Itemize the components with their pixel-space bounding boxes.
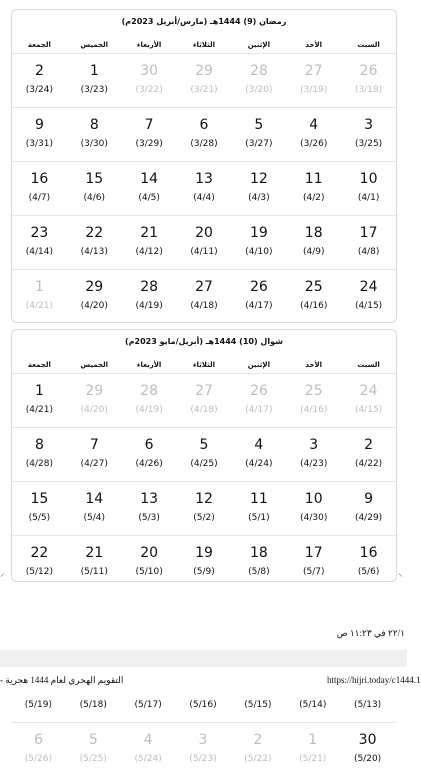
hijri-day-number: 5 (254, 117, 264, 133)
calendar-day-cell[interactable] (231, 374, 286, 427)
gregorian-date: (3/24) (25, 85, 54, 95)
print-page-title: التقويم الهجري لعام 1444 هجرية - (0, 675, 124, 685)
gregorian-date: (4/18) (190, 301, 218, 311)
hijri-day-number: 24 (359, 383, 378, 399)
calendar-day-cell[interactable] (230, 723, 285, 776)
calendar-week-row (12, 374, 396, 428)
gregorian-date: (5/18) (79, 700, 107, 710)
calendar-day-cell[interactable] (177, 108, 232, 161)
calendar-week-row (12, 270, 396, 323)
hijri-day-number: 11 (304, 171, 323, 187)
calendar-day-cell[interactable] (231, 54, 286, 107)
calendar-day-cell[interactable] (67, 108, 122, 161)
calendar-day-cell[interactable] (12, 216, 67, 269)
gregorian-date: (4/13) (80, 247, 108, 257)
hijri-day-number: 12 (195, 491, 213, 507)
gregorian-date: (5/22) (244, 754, 272, 764)
gregorian-date: (5/19) (24, 700, 53, 710)
gregorian-date: (5/16) (189, 700, 217, 710)
calendar-week-row (11, 688, 395, 723)
hijri-day-number: 21 (140, 225, 159, 241)
hijri-day-number: 25 (304, 279, 323, 295)
gregorian-date: (4/6) (83, 193, 106, 203)
calendar-day-cell[interactable] (11, 723, 66, 776)
gregorian-date: (3/19) (300, 85, 328, 95)
gregorian-date: (5/9) (193, 567, 215, 577)
gregorian-date: (4/21) (25, 405, 54, 415)
weekday-sat: السبت (357, 41, 380, 49)
calendar-day-cell[interactable] (341, 482, 396, 535)
calendar-week-row (12, 428, 396, 482)
hijri-day-number: 1 (308, 732, 318, 748)
calendar-day-cell[interactable] (340, 688, 395, 722)
hijri-day-number: 22 (85, 225, 104, 241)
hijri-day-number: 4 (254, 437, 264, 453)
calendar-day-cell[interactable] (341, 108, 396, 161)
calendar-day-cell[interactable] (231, 108, 286, 161)
gregorian-date: (3/26) (300, 139, 328, 149)
gregorian-date: (4/29) (354, 513, 383, 523)
gregorian-date: (4/17) (245, 301, 273, 311)
gregorian-date: (4/19) (135, 301, 163, 311)
hijri-day-number: 3 (364, 117, 374, 133)
calendar-day-cell[interactable] (122, 54, 177, 107)
gregorian-date: (5/7) (302, 567, 325, 577)
hijri-day-number: 14 (140, 171, 159, 187)
hijri-day-number: 5 (88, 732, 98, 748)
print-url: https://hijri.today/c1444.1 (327, 675, 421, 685)
hijri-day-number: 28 (140, 279, 159, 295)
hijri-day-number: 20 (195, 225, 213, 241)
weekday-sun: الأحد (305, 361, 323, 369)
hijri-day-number: 24 (359, 279, 378, 295)
calendar-day-cell[interactable] (286, 482, 341, 535)
hijri-day-number: 27 (195, 279, 213, 295)
calendar-day-cell[interactable] (341, 216, 396, 269)
ramadan-weekday-header (12, 37, 396, 54)
hijri-day-number: 18 (249, 545, 268, 561)
hijri-day-number: 23 (30, 225, 49, 241)
calendar-day-cell[interactable] (176, 688, 231, 722)
gregorian-date: (4/21) (25, 301, 54, 311)
weekday-mon: الإثنين (247, 361, 270, 369)
calendar-day-cell[interactable] (67, 482, 122, 535)
calendar-day-cell[interactable] (67, 536, 122, 589)
gregorian-date: (4/14) (25, 247, 54, 257)
hijri-day-number: 27 (195, 383, 213, 399)
gregorian-date: (3/31) (25, 139, 54, 149)
gregorian-date: (5/8) (248, 567, 270, 577)
hijri-day-number: 2 (253, 732, 263, 748)
hijri-day-number: 27 (304, 63, 323, 79)
hijri-day-number: 6 (144, 437, 154, 453)
calendar-day-cell[interactable] (122, 428, 177, 481)
weekday-thu: الخميس (80, 41, 109, 49)
gregorian-date: (5/17) (134, 700, 162, 710)
calendar-day-cell[interactable] (177, 270, 232, 323)
calendar-day-cell[interactable] (340, 723, 395, 776)
hijri-day-number: 19 (249, 225, 268, 241)
gregorian-date: (4/15) (354, 405, 383, 415)
calendar-week-row (12, 54, 396, 108)
calendar-day-cell[interactable] (67, 374, 122, 427)
calendar-day-cell[interactable] (231, 270, 286, 323)
hijri-day-number: 16 (30, 171, 49, 187)
gregorian-date: (4/15) (354, 301, 383, 311)
hijri-day-number: 3 (309, 437, 319, 453)
calendar-day-cell[interactable] (231, 162, 286, 215)
gregorian-date: (5/15) (244, 700, 272, 710)
weekday-sat: السبت (357, 361, 380, 369)
calendar-week-row (12, 108, 396, 162)
hijri-day-number: 8 (89, 117, 99, 133)
calendar-day-cell[interactable] (67, 428, 122, 481)
calendar-day-cell[interactable] (121, 723, 176, 776)
gregorian-date: (3/29) (135, 139, 163, 149)
calendar-day-cell[interactable] (341, 536, 396, 589)
gregorian-date: (5/24) (134, 754, 162, 764)
hijri-day-number: 10 (359, 171, 378, 187)
hijri-day-number: 1 (34, 383, 44, 399)
calendar-day-cell[interactable] (122, 162, 177, 215)
hijri-day-number: 9 (34, 117, 44, 133)
calendar-day-cell[interactable] (122, 374, 177, 427)
calendar-day-cell[interactable] (231, 482, 286, 535)
hijri-day-number: 11 (249, 491, 268, 507)
hijri-day-number: 26 (359, 63, 378, 79)
gregorian-date: (5/6) (357, 567, 380, 577)
calendar-day-cell[interactable] (67, 270, 122, 323)
calendar-day-cell[interactable] (67, 54, 122, 107)
shawwal-title: شوال (10) 1444هـ (أبريل/مايو 2023م) (125, 337, 283, 346)
ramadan-grid (12, 54, 396, 323)
calendar-day-cell[interactable] (67, 216, 122, 269)
calendar-day-cell[interactable] (12, 428, 67, 481)
calendar-day-cell[interactable] (12, 54, 67, 107)
calendar-day-cell[interactable] (341, 374, 396, 427)
gregorian-date: (4/22) (354, 459, 383, 469)
calendar-day-cell[interactable] (12, 374, 67, 427)
gregorian-date: (5/3) (138, 513, 160, 523)
gregorian-date: (5/23) (189, 754, 217, 764)
hijri-day-number: 13 (195, 171, 213, 187)
gregorian-date: (5/13) (353, 700, 382, 710)
calendar-day-cell[interactable] (286, 108, 341, 161)
gregorian-date: (4/16) (300, 405, 328, 415)
gregorian-date: (4/25) (190, 459, 218, 469)
calendar-day-cell[interactable] (12, 536, 67, 589)
calendar-day-cell[interactable] (176, 723, 231, 776)
gregorian-date: (3/28) (190, 139, 218, 149)
gregorian-date: (4/16) (300, 301, 328, 311)
calendar-day-cell[interactable] (122, 216, 177, 269)
gregorian-date: (4/26) (135, 459, 163, 469)
calendar-day-cell[interactable] (286, 536, 341, 589)
hijri-day-number: 29 (195, 63, 213, 79)
hijri-day-number: 15 (30, 491, 49, 507)
shawwal-grid-continued (11, 688, 395, 778)
gregorian-date: (4/20) (80, 405, 108, 415)
hijri-day-number: 1 (34, 279, 44, 295)
shawwal-weekday-header (12, 357, 396, 374)
hijri-day-number: 2 (34, 63, 44, 79)
gregorian-date: (4/18) (190, 405, 218, 415)
weekday-wed: الأربعاء (136, 41, 162, 49)
gregorian-date: (4/27) (80, 459, 108, 469)
hijri-day-number: 30 (140, 63, 159, 79)
gregorian-date: (5/26) (24, 754, 53, 764)
calendar-day-cell[interactable] (11, 688, 66, 722)
hijri-day-number: 25 (304, 383, 323, 399)
weekday-tue: الثلاثاء (192, 361, 216, 369)
hijri-day-number: 26 (249, 279, 268, 295)
weekday-fri: الجمعة (27, 41, 51, 49)
gregorian-date: (3/30) (80, 139, 108, 149)
hijri-day-number: 9 (364, 491, 374, 507)
crop-mark-left: ⸝ (0, 569, 5, 579)
hijri-day-number: 18 (304, 225, 323, 241)
hijri-day-number: 14 (85, 491, 104, 507)
print-datetime: ٢٢/١ في ١١:٢٣ ص (336, 628, 405, 638)
gregorian-date: (3/22) (135, 85, 163, 95)
calendar-day-cell[interactable] (177, 162, 232, 215)
gregorian-date: (3/23) (80, 85, 108, 95)
gregorian-date: (5/1) (248, 513, 270, 523)
hijri-day-number: 28 (249, 63, 268, 79)
hijri-day-number: 22 (30, 545, 49, 561)
hijri-day-number: 6 (199, 117, 209, 133)
gregorian-date: (4/8) (357, 247, 380, 257)
calendar-day-cell[interactable] (341, 54, 396, 107)
gregorian-date: (4/11) (190, 247, 218, 257)
gregorian-date: (3/18) (354, 85, 383, 95)
calendar-day-cell[interactable] (286, 270, 341, 323)
calendar-day-cell[interactable] (231, 428, 286, 481)
gregorian-date: (4/4) (193, 193, 215, 203)
hijri-day-number: 16 (359, 545, 378, 561)
calendar-day-cell[interactable] (177, 536, 232, 589)
hijri-day-number: 4 (309, 117, 319, 133)
gregorian-date: (5/21) (299, 754, 327, 764)
calendar-day-cell[interactable] (122, 108, 177, 161)
hijri-day-number: 17 (359, 225, 378, 241)
calendar-day-cell[interactable] (177, 374, 232, 427)
hijri-day-number: 7 (144, 117, 154, 133)
calendar-day-cell[interactable] (341, 428, 396, 481)
calendar-day-cell[interactable] (341, 270, 396, 323)
crop-mark-right: ⸜ (398, 569, 403, 579)
calendar-day-cell[interactable] (67, 162, 122, 215)
hijri-day-number: 13 (140, 491, 159, 507)
shawwal-grid (12, 374, 396, 589)
gregorian-date: (3/21) (190, 85, 218, 95)
gregorian-date: (5/5) (28, 513, 51, 523)
gregorian-date: (4/1) (357, 193, 380, 203)
weekday-wed: الأربعاء (136, 361, 162, 369)
hijri-day-number: 10 (304, 491, 323, 507)
gregorian-date: (4/12) (135, 247, 163, 257)
calendar-day-cell[interactable] (286, 162, 341, 215)
weekday-tue: الثلاثاء (192, 41, 216, 49)
hijri-day-number: 26 (249, 383, 268, 399)
hijri-day-number: 21 (85, 545, 104, 561)
hijri-day-number: 12 (249, 171, 268, 187)
calendar-day-cell[interactable] (286, 428, 341, 481)
hijri-day-number: 28 (140, 383, 159, 399)
calendar-day-cell[interactable] (231, 216, 286, 269)
gregorian-date: (3/20) (245, 85, 273, 95)
gregorian-date: (4/17) (245, 405, 273, 415)
calendar-day-cell[interactable] (177, 54, 232, 107)
calendar-day-cell[interactable] (122, 536, 177, 589)
hijri-day-number: 6 (33, 732, 43, 748)
calendar-day-cell[interactable] (286, 374, 341, 427)
hijri-day-number: 20 (140, 545, 159, 561)
calendar-day-cell[interactable] (177, 216, 232, 269)
gregorian-date: (4/24) (245, 459, 273, 469)
gregorian-date: (4/2) (302, 193, 325, 203)
calendar-week-row (11, 723, 395, 776)
calendar-day-cell[interactable] (177, 482, 232, 535)
gregorian-date: (5/4) (83, 513, 106, 523)
hijri-day-number: 17 (304, 545, 323, 561)
gregorian-date: (3/27) (245, 139, 273, 149)
calendar-day-cell[interactable] (12, 162, 67, 215)
gregorian-date: (5/12) (25, 567, 54, 577)
gregorian-date: (5/11) (80, 567, 108, 577)
calendar-day-cell[interactable] (12, 482, 67, 535)
hijri-day-number: 7 (89, 437, 99, 453)
calendar-day-cell[interactable] (231, 536, 286, 589)
calendar-day-cell[interactable] (285, 688, 340, 722)
calendar-week-row (12, 536, 396, 589)
ramadan-title: رمضان (9) 1444هـ (مارس/أبريل 2023م) (121, 17, 287, 26)
gregorian-date: (4/3) (248, 193, 270, 203)
calendar-day-cell[interactable] (66, 723, 121, 776)
gregorian-date: (5/20) (353, 754, 382, 764)
calendar-day-cell[interactable] (122, 270, 177, 323)
hijri-day-number: 5 (199, 437, 209, 453)
calendar-day-cell[interactable] (286, 54, 341, 107)
hijri-day-number: 2 (364, 437, 374, 453)
hijri-day-number: 29 (85, 383, 104, 399)
gregorian-date: (4/9) (302, 247, 325, 257)
calendar-day-cell[interactable] (177, 428, 232, 481)
calendar-day-cell[interactable] (12, 108, 67, 161)
gregorian-date: (5/10) (135, 567, 163, 577)
gregorian-date: (4/7) (28, 193, 51, 203)
calendar-day-cell[interactable] (230, 688, 285, 722)
gregorian-date: (4/20) (80, 301, 108, 311)
calendar-day-cell[interactable] (122, 482, 177, 535)
calendar-week-row (12, 162, 396, 216)
hijri-day-number: 3 (198, 732, 208, 748)
hijri-day-number: 30 (358, 732, 377, 748)
calendar-day-cell[interactable] (341, 162, 396, 215)
hijri-day-number: 4 (143, 732, 153, 748)
gregorian-date: (5/14) (299, 700, 327, 710)
hijri-day-number: 19 (195, 545, 213, 561)
calendar-day-cell[interactable] (121, 688, 176, 722)
calendar-week-row (12, 482, 396, 536)
calendar-day-cell[interactable] (12, 270, 67, 323)
weekday-thu: الخميس (80, 361, 109, 369)
gregorian-date: (5/25) (79, 754, 107, 764)
gregorian-date: (5/2) (193, 513, 215, 523)
gregorian-date: (4/19) (135, 405, 163, 415)
gregorian-date: (4/30) (300, 513, 328, 523)
calendar-day-cell[interactable] (285, 723, 340, 776)
weekday-fri: الجمعة (27, 361, 51, 369)
page-break-band (0, 650, 407, 667)
hijri-day-number: 15 (85, 171, 104, 187)
calendar-day-cell[interactable] (66, 688, 121, 722)
gregorian-date: (3/25) (354, 139, 383, 149)
shawwal-calendar (11, 329, 397, 582)
gregorian-date: (4/23) (300, 459, 328, 469)
hijri-day-number: 29 (85, 279, 104, 295)
ramadan-calendar (11, 9, 397, 323)
hijri-day-number: 1 (89, 63, 99, 79)
calendar-day-cell[interactable] (286, 216, 341, 269)
gregorian-date: (4/5) (138, 193, 160, 203)
weekday-sun: الأحد (305, 41, 323, 49)
gregorian-date: (4/28) (25, 459, 54, 469)
weekday-mon: الإثنين (247, 41, 270, 49)
calendar-week-row (12, 216, 396, 270)
gregorian-date: (4/10) (245, 247, 273, 257)
hijri-day-number: 8 (34, 437, 44, 453)
